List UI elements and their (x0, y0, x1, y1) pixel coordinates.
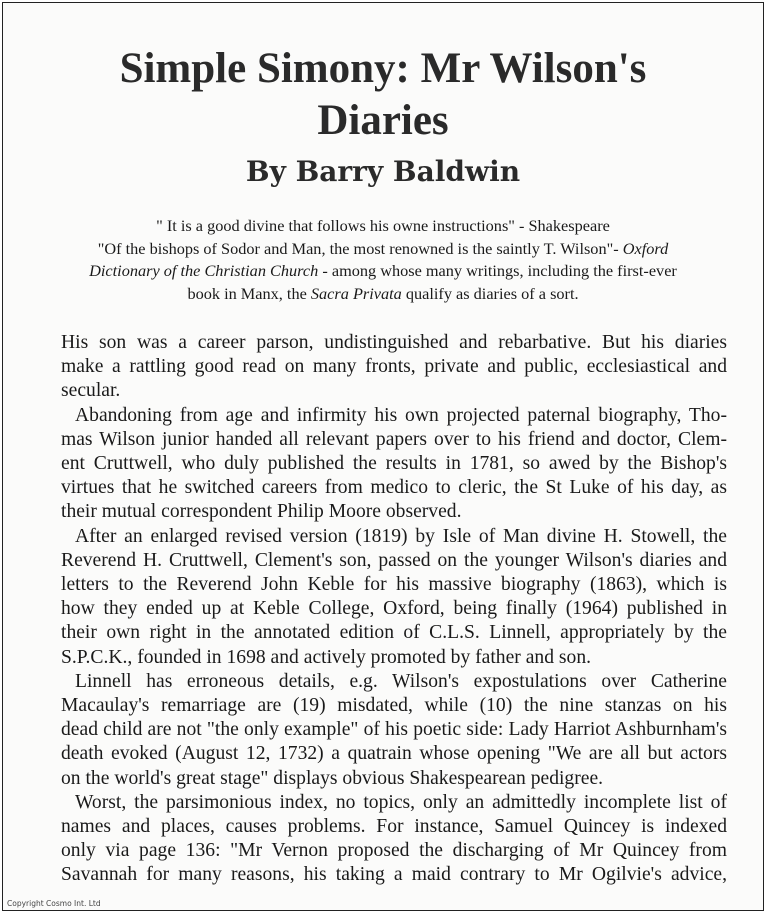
body-line: secular. (61, 380, 121, 402)
body-line: After an enlarged revised version (1819) by Isle of Man divine H. Stowell, the (75, 525, 727, 547)
body-line: virtues that he switched careers from medico to cleric, the St Luke of his day, as (61, 477, 727, 499)
body-line: letters to the Reverend John Keble for his massive biography (1863), which is (61, 574, 727, 596)
body-line: Savannah for many reasons, his taking a maid contrary to Mr Ogilvie's advice, (61, 864, 727, 886)
epigraph-line-2 (43, 238, 723, 261)
epigraph-quote-2: "Of the bishops of Sodor and Man, the most renowned is the saintly T. Wilson"- (97, 238, 623, 258)
body-paragraph (61, 670, 727, 791)
body-line: Macaulay's remarriage are (19) misdated, while (10) the nine stanzas on his (61, 695, 727, 717)
body-line: on the world's great stage" displays obvious Shakespearean pedigree. (61, 767, 604, 789)
body-line: S.P.C.K., founded in 1698 and actively promoted by father and son. (61, 646, 592, 668)
epigraph-sacra-privata: Sacra Privata (310, 283, 402, 303)
body-line: Reverend H. Cruttwell, Clement's son, passed on the younger Wilson's diaries and (61, 549, 727, 571)
epigraph-source-oxford: Oxford (622, 238, 669, 258)
body-line: make a rattling good read on many fronts, private and public, ecclesiastical and (61, 356, 727, 378)
article-title (3, 43, 763, 147)
body-line: ent Cruttwell, who duly published the results in 1781, so awed by the Bishop's (61, 453, 727, 475)
epigraph-text-3: - among whose many writings, including the first-ever (318, 261, 677, 280)
body-paragraph (61, 791, 727, 888)
body-line: only via page 136: "Mr Vernon proposed the discharging of Mr Quincey from (61, 840, 727, 862)
article-page (2, 2, 764, 911)
epigraph-text-4b: qualify as diaries of a sort. (401, 283, 579, 303)
body-line: Linnell has erroneous details, e.g. Wilson's expostulations over Catherine (75, 670, 727, 692)
body-line: death evoked (August 12, 1732) a quatrain whose opening "We are all but actors (61, 743, 727, 765)
body-line: their own right in the annotated edition of C.L.S. Linnell, appropriately by the (61, 622, 727, 644)
body-line: dead child are not "the only example" of his poetic side: Lady Harriot Ashburnham's (61, 719, 727, 741)
byline: By Barry Baldwin (245, 155, 521, 188)
body-line: Abandoning from age and infirmity his own projected paternal biography, Tho- (75, 404, 727, 426)
epigraph-source-dictionary: Dictionary of the Christian Church (89, 261, 319, 280)
article-body (61, 331, 727, 888)
body-line: names and places, causes problems. For instance, Samuel Quincey is indexed (61, 816, 727, 838)
epigraph-text-4a: book in Manx, the (187, 283, 311, 303)
body-line: how they ended up at Keble College, Oxford, being finally (1964) published in (61, 598, 727, 620)
body-line: their mutual correspondent Philip Moore observed. (61, 501, 462, 523)
body-paragraph (61, 404, 727, 525)
epigraph-line-1: " It is a good divine that follows his owne instructions" - Shakespeare (156, 216, 610, 235)
body-line: His son was a career parson, undistinguished and rebarbative. But his diaries (61, 332, 727, 353)
body-line: Worst, the parsimonious index, no topics, only an admittedly incomplete list of (75, 791, 727, 813)
copyright-notice: Copyright Cosmo Int. Ltd (7, 899, 101, 908)
title-line-1: Simple Simony: Mr Wilson's (119, 45, 647, 92)
body-paragraph (61, 525, 727, 670)
body-line: mas Wilson junior handed all relevant papers over to his friend and doctor, Clem- (61, 428, 727, 450)
epigraph-line-4 (43, 283, 723, 306)
title-line-2: Diaries (317, 97, 449, 144)
epigraph (43, 215, 723, 305)
body-paragraph (61, 331, 727, 404)
epigraph-line-3 (43, 260, 723, 283)
